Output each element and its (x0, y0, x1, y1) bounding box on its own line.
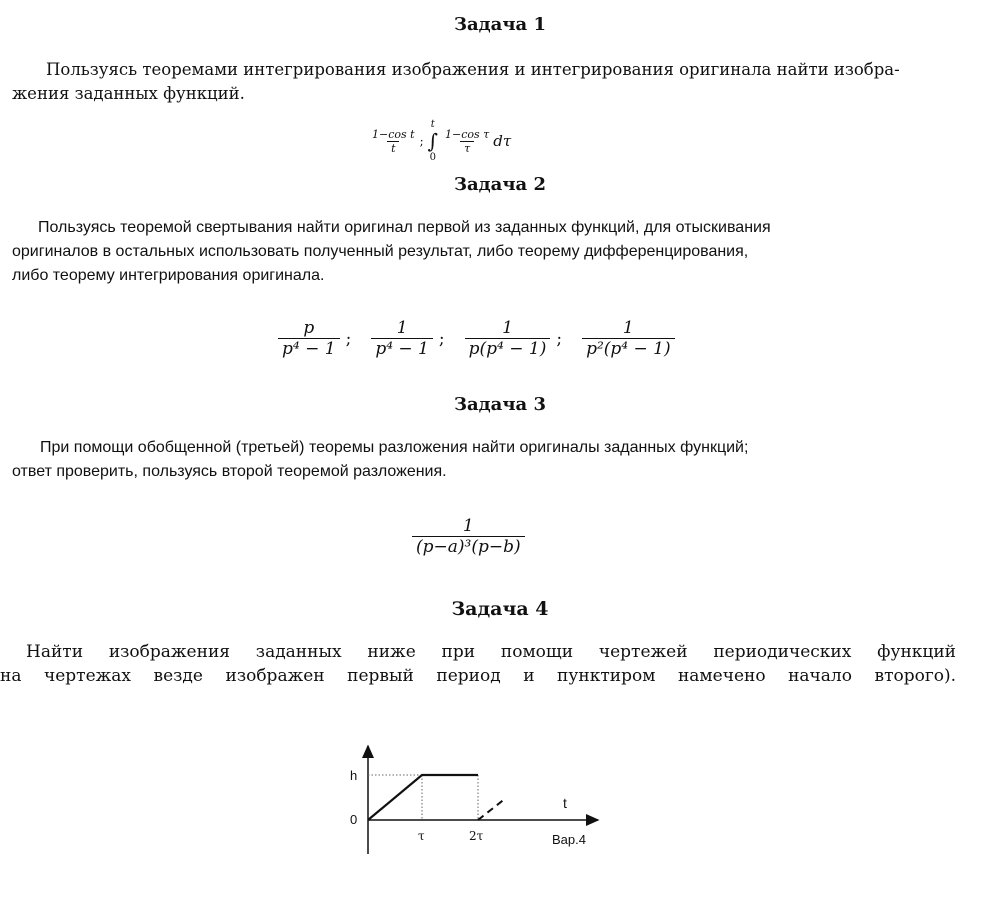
integral-lower-limit: 0 (429, 152, 436, 163)
task1-formula (368, 116, 511, 166)
fraction-denominator: τ (460, 141, 474, 155)
function-second-period-dashed (478, 798, 506, 820)
task1-text-line1: Пользуясь теоремами интегрирования изображения и интегрирования оригинала найти изобра- (46, 60, 900, 79)
formula-separator: ; (419, 134, 424, 148)
label-h: h (350, 768, 358, 783)
fraction-denominator: p(p⁴ − 1) (465, 338, 551, 359)
fraction-numerator: 1 (462, 516, 474, 536)
task1-fraction-2 (441, 128, 493, 155)
tick-2tau: 2τ (469, 829, 484, 843)
fraction-denominator: (p−a)³(p−b) (412, 536, 525, 557)
fraction-numerator: 1−cos τ (445, 127, 490, 141)
periodic-function-graph (330, 738, 620, 868)
task1-text-line2: жения заданных функций. (12, 84, 245, 103)
task4-text-line2: на чертежах везде изображен первый период и пунктиром намечено начало второго). (0, 666, 956, 686)
task2-formulas (278, 318, 675, 359)
formula-separator: ; (438, 328, 445, 349)
task2-fraction-1 (278, 318, 340, 359)
fraction-numerator: 1 (502, 318, 513, 338)
task3-text-line2: ответ проверить, пользуясь второй теоремой разложения. (12, 463, 447, 480)
task3-fraction (412, 516, 525, 557)
task4-text-line1: Найти изображения заданных ниже при помощи чертежей периодических функций (26, 642, 956, 662)
label-t: t (563, 795, 567, 811)
tick-tau: τ (418, 829, 425, 843)
task1-title: Задача 1 (454, 14, 546, 35)
formula-separator: ; (556, 328, 563, 349)
task2-text-line1: Пользуясь теоремой свертывания найти оригинал первой из заданных функций, для отыскивания (38, 219, 771, 236)
integral (428, 119, 438, 163)
integral-upper-limit: t (430, 119, 435, 130)
fraction-denominator: t (387, 141, 399, 155)
function-first-period (368, 775, 478, 820)
fraction-numerator: 1 (396, 318, 408, 338)
task2-title: Задача 2 (454, 174, 546, 195)
task1-fraction-1 (368, 128, 419, 155)
task3-text-line1: При помощи обобщенной (третьей) теоремы разложения найти оригиналы заданных функций; (40, 439, 749, 456)
formula-separator: ; (345, 328, 352, 349)
formula-differential: dτ (493, 132, 512, 150)
task3-formula (412, 516, 525, 557)
label-zero: 0 (350, 812, 358, 827)
task2-fraction-2 (371, 318, 433, 359)
fraction-numerator: p (303, 318, 315, 338)
integral-sign: ∫ (427, 129, 439, 153)
variant-label: Вар.4 (552, 832, 586, 847)
task2-text-line2: оригиналов в остальных использовать полученный результат, либо теорему дифференцирования, (12, 243, 749, 260)
task2-fraction-4 (582, 318, 675, 359)
fraction-numerator: 1−cos t (372, 127, 415, 141)
fraction-denominator: p⁴ − 1 (278, 338, 340, 359)
fraction-numerator: 1 (622, 318, 634, 338)
task3-title: Задача 3 (454, 394, 546, 415)
task4-title: Задача 4 (451, 598, 549, 620)
task2-text-line3: либо теорему интегрирования оригинала. (12, 267, 325, 284)
task2-fraction-3 (465, 318, 551, 359)
fraction-denominator: p²(p⁴ − 1) (582, 338, 675, 359)
fraction-denominator: p⁴ − 1 (371, 338, 433, 359)
